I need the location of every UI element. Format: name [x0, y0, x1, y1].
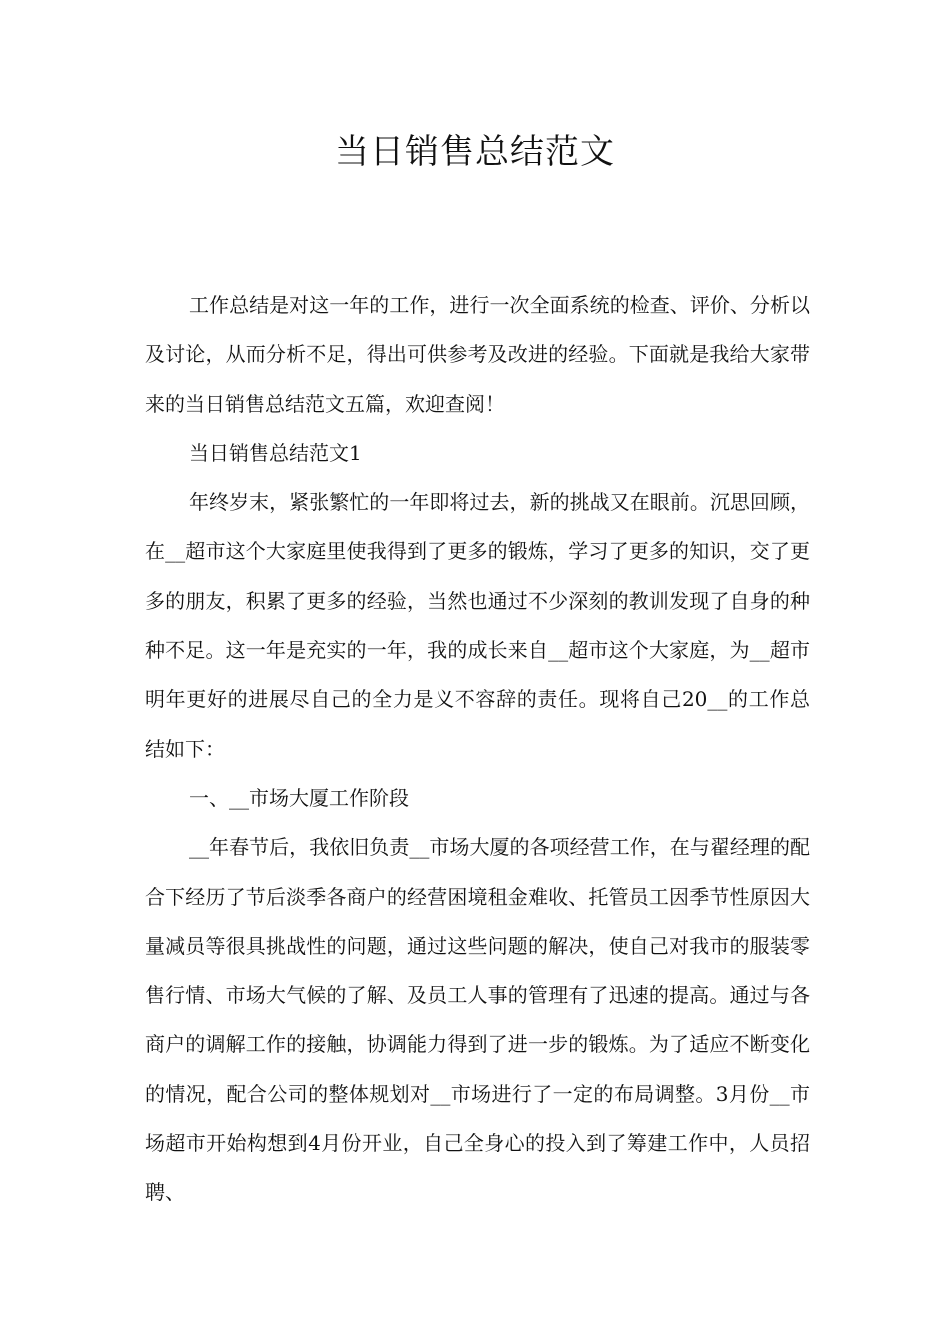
- subheading-market-building: 一、__市场大厦工作阶段: [189, 785, 409, 810]
- section-heading-1: 当日销售总结范文1: [189, 440, 362, 465]
- body-paragraph-1: 年终岁末，紧张繁忙的一年即将过去，新的挑战又在眼前。沉思回顾，在__超市这个大家庭里使我得到了更多的锻炼，学习了更多的知识，交了更多的朋友，积累了更多的经验，当然也通过不少深刻的教训发现了自身的种种不足。这一年是充实的一年，我的成长来自__超市这个大家庭，为__超市明年更好的进展尽自己的全力是义不容辞的责任。现将自己20__的工作总结如下：: [145, 490, 810, 761]
- document-title: 当日销售总结范文: [335, 132, 615, 172]
- body-paragraph-2: __年春节后，我依旧负责__市场大厦的各项经营工作，在与翟经理的配合下经历了节后淡季各商户的经营困境租金难收、托管员工因季节性原因大量减员等很具挑战性的问题，通过这些问题的解决，使自己对我市的服装零售行情、市场大气候的了解、及员工人事的管理有了迅速的提高。通过与各商户的调解工作的接触，协调能力得到了进一步的锻炼。为了适应不断变化的情况，配合公司的整体规划对__市场进行了一定的布局调整。3月份__市场超市开始构想到4月份开业，自己全身心的投入到了筹建工作中，人员招聘、: [145, 835, 810, 1205]
- intro-paragraph: 工作总结是对这一年的工作，进行一次全面系统的检查、评价、分析以及讨论，从而分析不足，得出可供参考及改进的经验。下面就是我给大家带来的当日销售总结范文五篇，欢迎查阅！: [145, 293, 810, 416]
- document-body: [145, 281, 810, 1218]
